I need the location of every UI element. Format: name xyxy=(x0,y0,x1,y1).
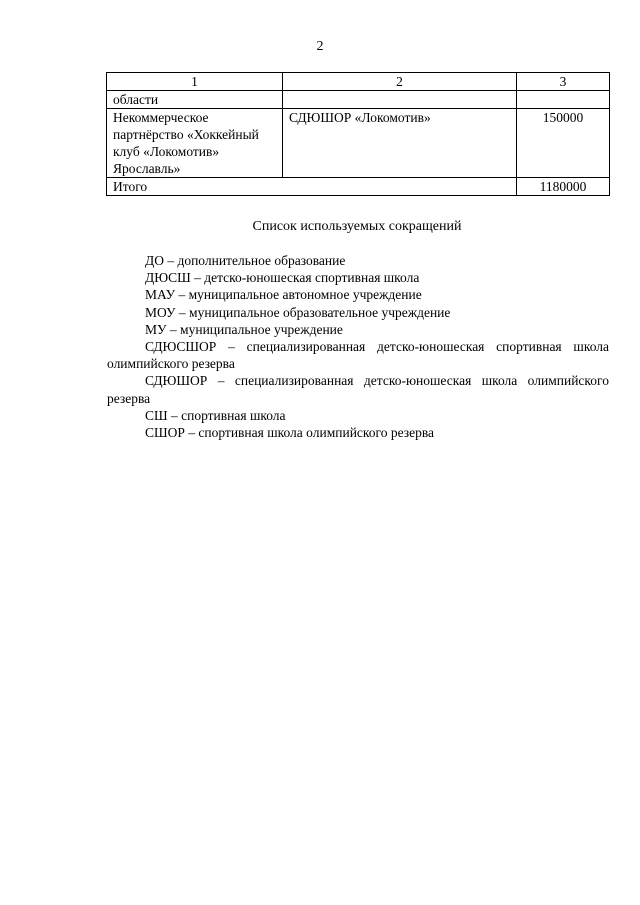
abbreviation-item: МАУ – муниципальное автономное учреждение xyxy=(145,287,422,303)
table-cell-recipient: СДЮШОР «Локомотив» xyxy=(283,109,517,178)
table-total-row xyxy=(107,178,610,196)
table-row xyxy=(107,109,610,178)
table-cell-organization: Некоммерческое партнёрство «Хоккейный клуб «Локомотив» Ярославль» xyxy=(107,109,283,178)
funding-table xyxy=(106,72,610,196)
abbreviation-item: СШ – спортивная школа xyxy=(145,407,286,423)
table-cell-recipient xyxy=(283,91,517,109)
table-cell-amount: 150000 xyxy=(517,109,610,178)
table-cell-amount xyxy=(517,91,610,109)
page-number: 2 xyxy=(316,39,324,54)
table-total-value: 1180000 xyxy=(517,178,610,196)
table-header-cell: 1 xyxy=(107,73,283,91)
table-header-cell: 3 xyxy=(517,73,610,91)
abbreviation-item: МУ – муниципальное учреждение xyxy=(145,321,343,337)
table-cell-organization: области xyxy=(107,91,283,109)
abbreviation-item: СДЮСШОР – специализированная детско-юношеская спортивная школа олимпийского резерва xyxy=(107,339,609,372)
abbreviation-item: СШОР – спортивная школа олимпийского резерва xyxy=(145,425,435,441)
abbreviation-item: МОУ – муниципальное образовательное учреждение xyxy=(145,304,451,320)
abbreviations-title: Список используемых сокращений xyxy=(252,219,462,234)
abbreviation-item: ДО – дополнительное образование xyxy=(145,253,346,268)
table-total-label: Итого xyxy=(107,178,517,196)
table-header-cell: 2 xyxy=(283,73,517,91)
table-header-row xyxy=(107,73,610,91)
table-row xyxy=(107,91,610,109)
abbreviations-list xyxy=(107,252,609,441)
abbreviation-item: СДЮШОР – специализированная детско-юношеская школа олимпийского резерва xyxy=(107,373,609,406)
abbreviation-item: ДЮСШ – детско-юношеская спортивная школа xyxy=(145,270,420,286)
